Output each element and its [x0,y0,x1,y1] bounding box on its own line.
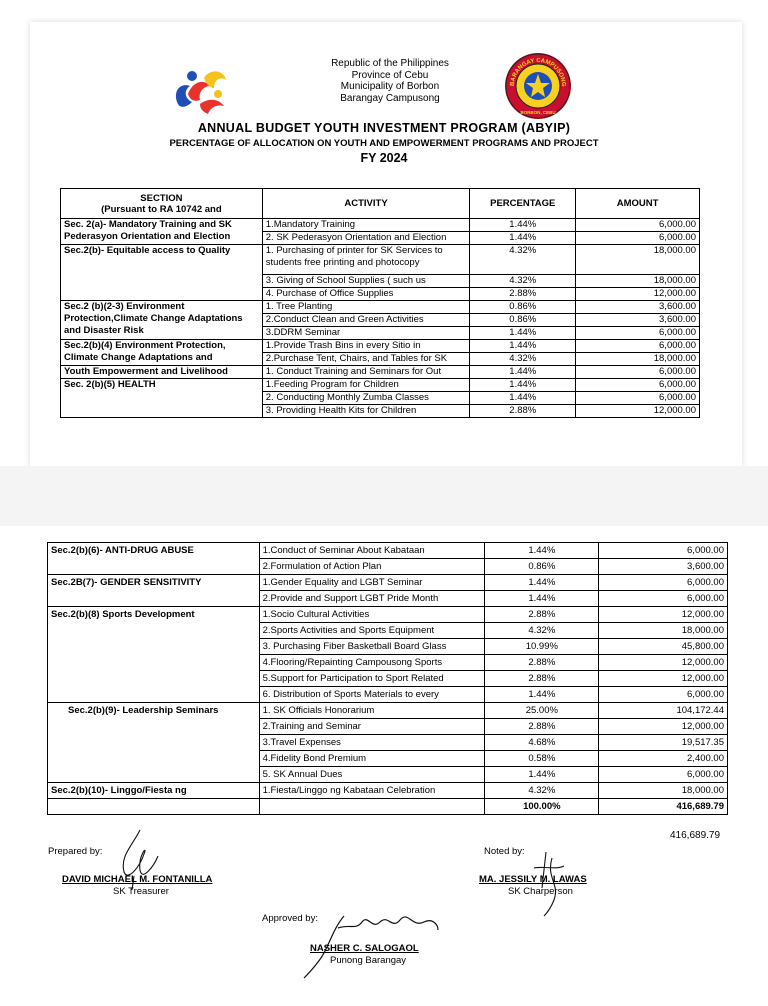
noted-label: Noted by: [484,846,525,857]
percentage-cell: 4.32% [470,275,576,288]
activity-cell: 1.Conduct of Seminar About Kabataan [259,543,485,559]
percentage-cell: 1.44% [485,767,599,783]
amount-cell: 6,000.00 [576,392,700,405]
percentage-cell: 1.44% [470,327,576,340]
percentage-header: PERCENTAGE [470,189,576,219]
percentage-cell: 25.00% [485,703,599,719]
page-gap [0,466,768,526]
amount-cell: 3,600.00 [599,559,728,575]
percentage-cell: 10.99% [485,639,599,655]
total-percentage: 100.00% [485,799,599,815]
activity-cell: 3. Purchasing Fiber Basketball Board Glass [259,639,485,655]
activity-cell: 4.Fidelity Bond Premium [259,751,485,767]
section-cell: Youth Empowerment and Livelihood [61,366,263,379]
activity-cell: 6. Distribution of Sports Materials to every [259,687,485,703]
activity-cell: 1.Mandatory Training [262,219,470,232]
activity-cell: 5. SK Annual Dues [259,767,485,783]
activity-cell: 1. SK Officials Honorarium [259,703,485,719]
prepared-label: Prepared by: [48,846,103,857]
percentage-cell: 2.88% [470,405,576,418]
amount-cell: 6,000.00 [599,687,728,703]
amount-cell: 18,000.00 [599,783,728,799]
percentage-cell: 2.88% [485,671,599,687]
document-title: ANNUAL BUDGET YOUTH INVESTMENT PROGRAM (ABYIP) [197,121,571,135]
activity-cell: 4.Flooring/Repainting Campousong Sports [259,655,485,671]
activity-cell: 1.Feeding Program for Children [262,379,470,392]
activity-cell: 1.Fiesta/Linggo ng Kabataan Celebration [259,783,485,799]
percentage-cell: 0.86% [485,559,599,575]
percentage-cell: 0.86% [470,314,576,327]
activity-cell: 1. Tree Planting [262,301,470,314]
percentage-cell: 2.88% [470,288,576,301]
activity-header: ACTIVITY [262,189,470,219]
amount-cell: 2,400.00 [599,751,728,767]
noted-by-name: MA. JESSILY M. LAWAS [479,874,587,885]
empty-cell [259,799,485,815]
approved-by-name: NASHER C. SALOGAOL [310,943,419,954]
amount-cell: 6,000.00 [576,327,700,340]
percentage-cell: 1.44% [485,543,599,559]
section-cell: Sec. 2(a)- Mandatory Training and SK Pederasyon Orientation and Election [61,219,263,245]
prepared-by-title: SK Treasurer [113,886,169,897]
activity-cell: 2.Provide and Support LGBT Pride Month [259,591,485,607]
section-cell: Sec.2(b)- Equitable access to Quality [61,245,263,301]
activity-cell: 2.Conduct Clean and Green Activities [262,314,470,327]
section-cell: Sec.2(b)(9)- Leadership Seminars [48,703,260,783]
section-cell: Sec. 2(b)(5) HEALTH [61,379,263,418]
percentage-cell: 4.32% [485,623,599,639]
percentage-cell: 1.44% [485,591,599,607]
barangay-captain-signature [292,900,442,980]
amount-header: AMOUNT [576,189,700,219]
section-cell: Sec.2(b)(8) Sports Development [48,607,260,703]
amount-cell: 45,800.00 [599,639,728,655]
percentage-cell: 4.68% [485,735,599,751]
document-header [300,58,480,104]
approved-by-title: Punong Barangay [330,955,407,966]
amount-cell: 18,000.00 [576,353,700,366]
amount-cell: 6,000.00 [599,591,728,607]
amount-cell: 6,000.00 [599,543,728,559]
amount-cell: 6,000.00 [576,232,700,245]
total-amount: 416,689.79 [599,799,728,815]
activity-cell: 3. Providing Health Kits for Children [262,405,470,418]
amount-cell: 6,000.00 [576,219,700,232]
activity-cell: 3. Giving of School Supplies ( such us [262,275,470,288]
amount-cell: 18,000.00 [576,245,700,275]
activity-cell: 2.Training and Seminar [259,719,485,735]
amount-cell: 3,600.00 [576,314,700,327]
percentage-cell: 1.44% [470,232,576,245]
noted-by-title: SK Charperson [508,886,573,897]
percentage-cell: 1.44% [470,379,576,392]
amount-cell: 18,000.00 [576,275,700,288]
sk-logo [170,64,232,116]
percentage-cell: 2.88% [485,607,599,623]
amount-cell: 6,000.00 [599,575,728,591]
percentage-cell: 1.44% [470,340,576,353]
amount-cell: 12,000.00 [599,655,728,671]
activity-cell: 1.Socio Cultural Activities [259,607,485,623]
percentage-cell: 1.44% [470,366,576,379]
amount-cell: 12,000.00 [576,405,700,418]
amount-cell: 6,000.00 [576,379,700,392]
activity-cell: 5.Support for Participation to Sport Related [259,671,485,687]
activity-cell: 1. Purchasing of printer for SK Services to students free printing and photocopy [262,245,470,275]
section-cell: Sec.2B(7)- GENDER SENSITIVITY [48,575,260,607]
percentage-cell: 1.44% [485,575,599,591]
percentage-cell: 2.88% [485,719,599,735]
section-cell: Sec.2(b)(6)- ANTI-DRUG ABUSE [48,543,260,575]
svg-text:BORBON, CEBU: BORBON, CEBU [520,110,556,115]
activity-cell: 3.Travel Expenses [259,735,485,751]
amount-cell: 12,000.00 [576,288,700,301]
activity-cell: 1. Conduct Training and Seminars for Out [262,366,470,379]
activity-cell: 1.Gender Equality and LGBT Seminar [259,575,485,591]
percentage-cell: 1.44% [485,687,599,703]
header-barangay: Barangay Campusong [340,92,440,104]
section-cell: Sec.2(b)(10)- Linggo/Fiesta ng [48,783,260,799]
amount-cell: 12,000.00 [599,607,728,623]
percentage-cell: 4.32% [470,353,576,366]
header-municipality: Municipality of Borbon [340,81,440,92]
grand-total: 416,689.79 [670,830,721,841]
empty-cell [48,799,260,815]
activity-cell: 2.Sports Activities and Sports Equipment [259,623,485,639]
activity-cell: 2.Formulation of Action Plan [259,559,485,575]
percentage-cell: 1.44% [470,219,576,232]
percentage-cell: 2.88% [485,655,599,671]
amount-cell: 18,000.00 [599,623,728,639]
percentage-cell: 4.32% [485,783,599,799]
header-country: Republic of the Philippines [331,58,449,69]
budget-table-page1 [60,188,700,418]
amount-cell: 6,000.00 [599,767,728,783]
percentage-cell: 4.32% [470,245,576,275]
prepared-by-name: DAVID MICHAEL M. FONTANILLA [62,874,213,885]
fiscal-year: FY 2024 [360,151,408,165]
section-cell: Sec.2(b)(4) Environment Protection, Climate Change Adaptations and [61,340,263,366]
section-cell: Sec.2 (b)(2-3) Environment Protection,Climate Change Adaptations and Disaster Risk [61,301,263,340]
barangay-seal [504,52,572,120]
activity-cell: 3.DDRM Seminar [262,327,470,340]
amount-cell: 12,000.00 [599,671,728,687]
header-province: Province of Cebu [351,69,429,81]
activity-cell: 1.Provide Trash Bins in every Sitio in [262,340,470,353]
section-header: SECTION (Pursuant to RA 10742 and [61,189,263,219]
percentage-cell: 0.86% [470,301,576,314]
budget-table-page2 [47,542,728,815]
svg-text:BARANGAY CAMPUSONG: BARANGAY CAMPUSONG [509,57,567,87]
amount-cell: 3,600.00 [576,301,700,314]
amount-cell: 12,000.00 [599,719,728,735]
amount-cell: 104,172.44 [599,703,728,719]
approved-label: Approved by: [262,913,318,924]
activity-cell: 4. Purchase of Office Supplies [262,288,470,301]
percentage-cell: 0.58% [485,751,599,767]
amount-cell: 19,517.35 [599,735,728,751]
activity-cell: 2.Purchase Tent, Chairs, and Tables for SK [262,353,470,366]
activity-cell: 2. Conducting Monthly Zumba Classes [262,392,470,405]
activity-cell: 2. SK Pederasyon Orientation and Election [262,232,470,245]
amount-cell: 6,000.00 [576,340,700,353]
document-subtitle: PERCENTAGE OF ALLOCATION ON YOUTH AND EMPOWERMENT PROGRAMS AND PROJECT [169,138,599,149]
percentage-cell: 1.44% [470,392,576,405]
amount-cell: 6,000.00 [576,366,700,379]
